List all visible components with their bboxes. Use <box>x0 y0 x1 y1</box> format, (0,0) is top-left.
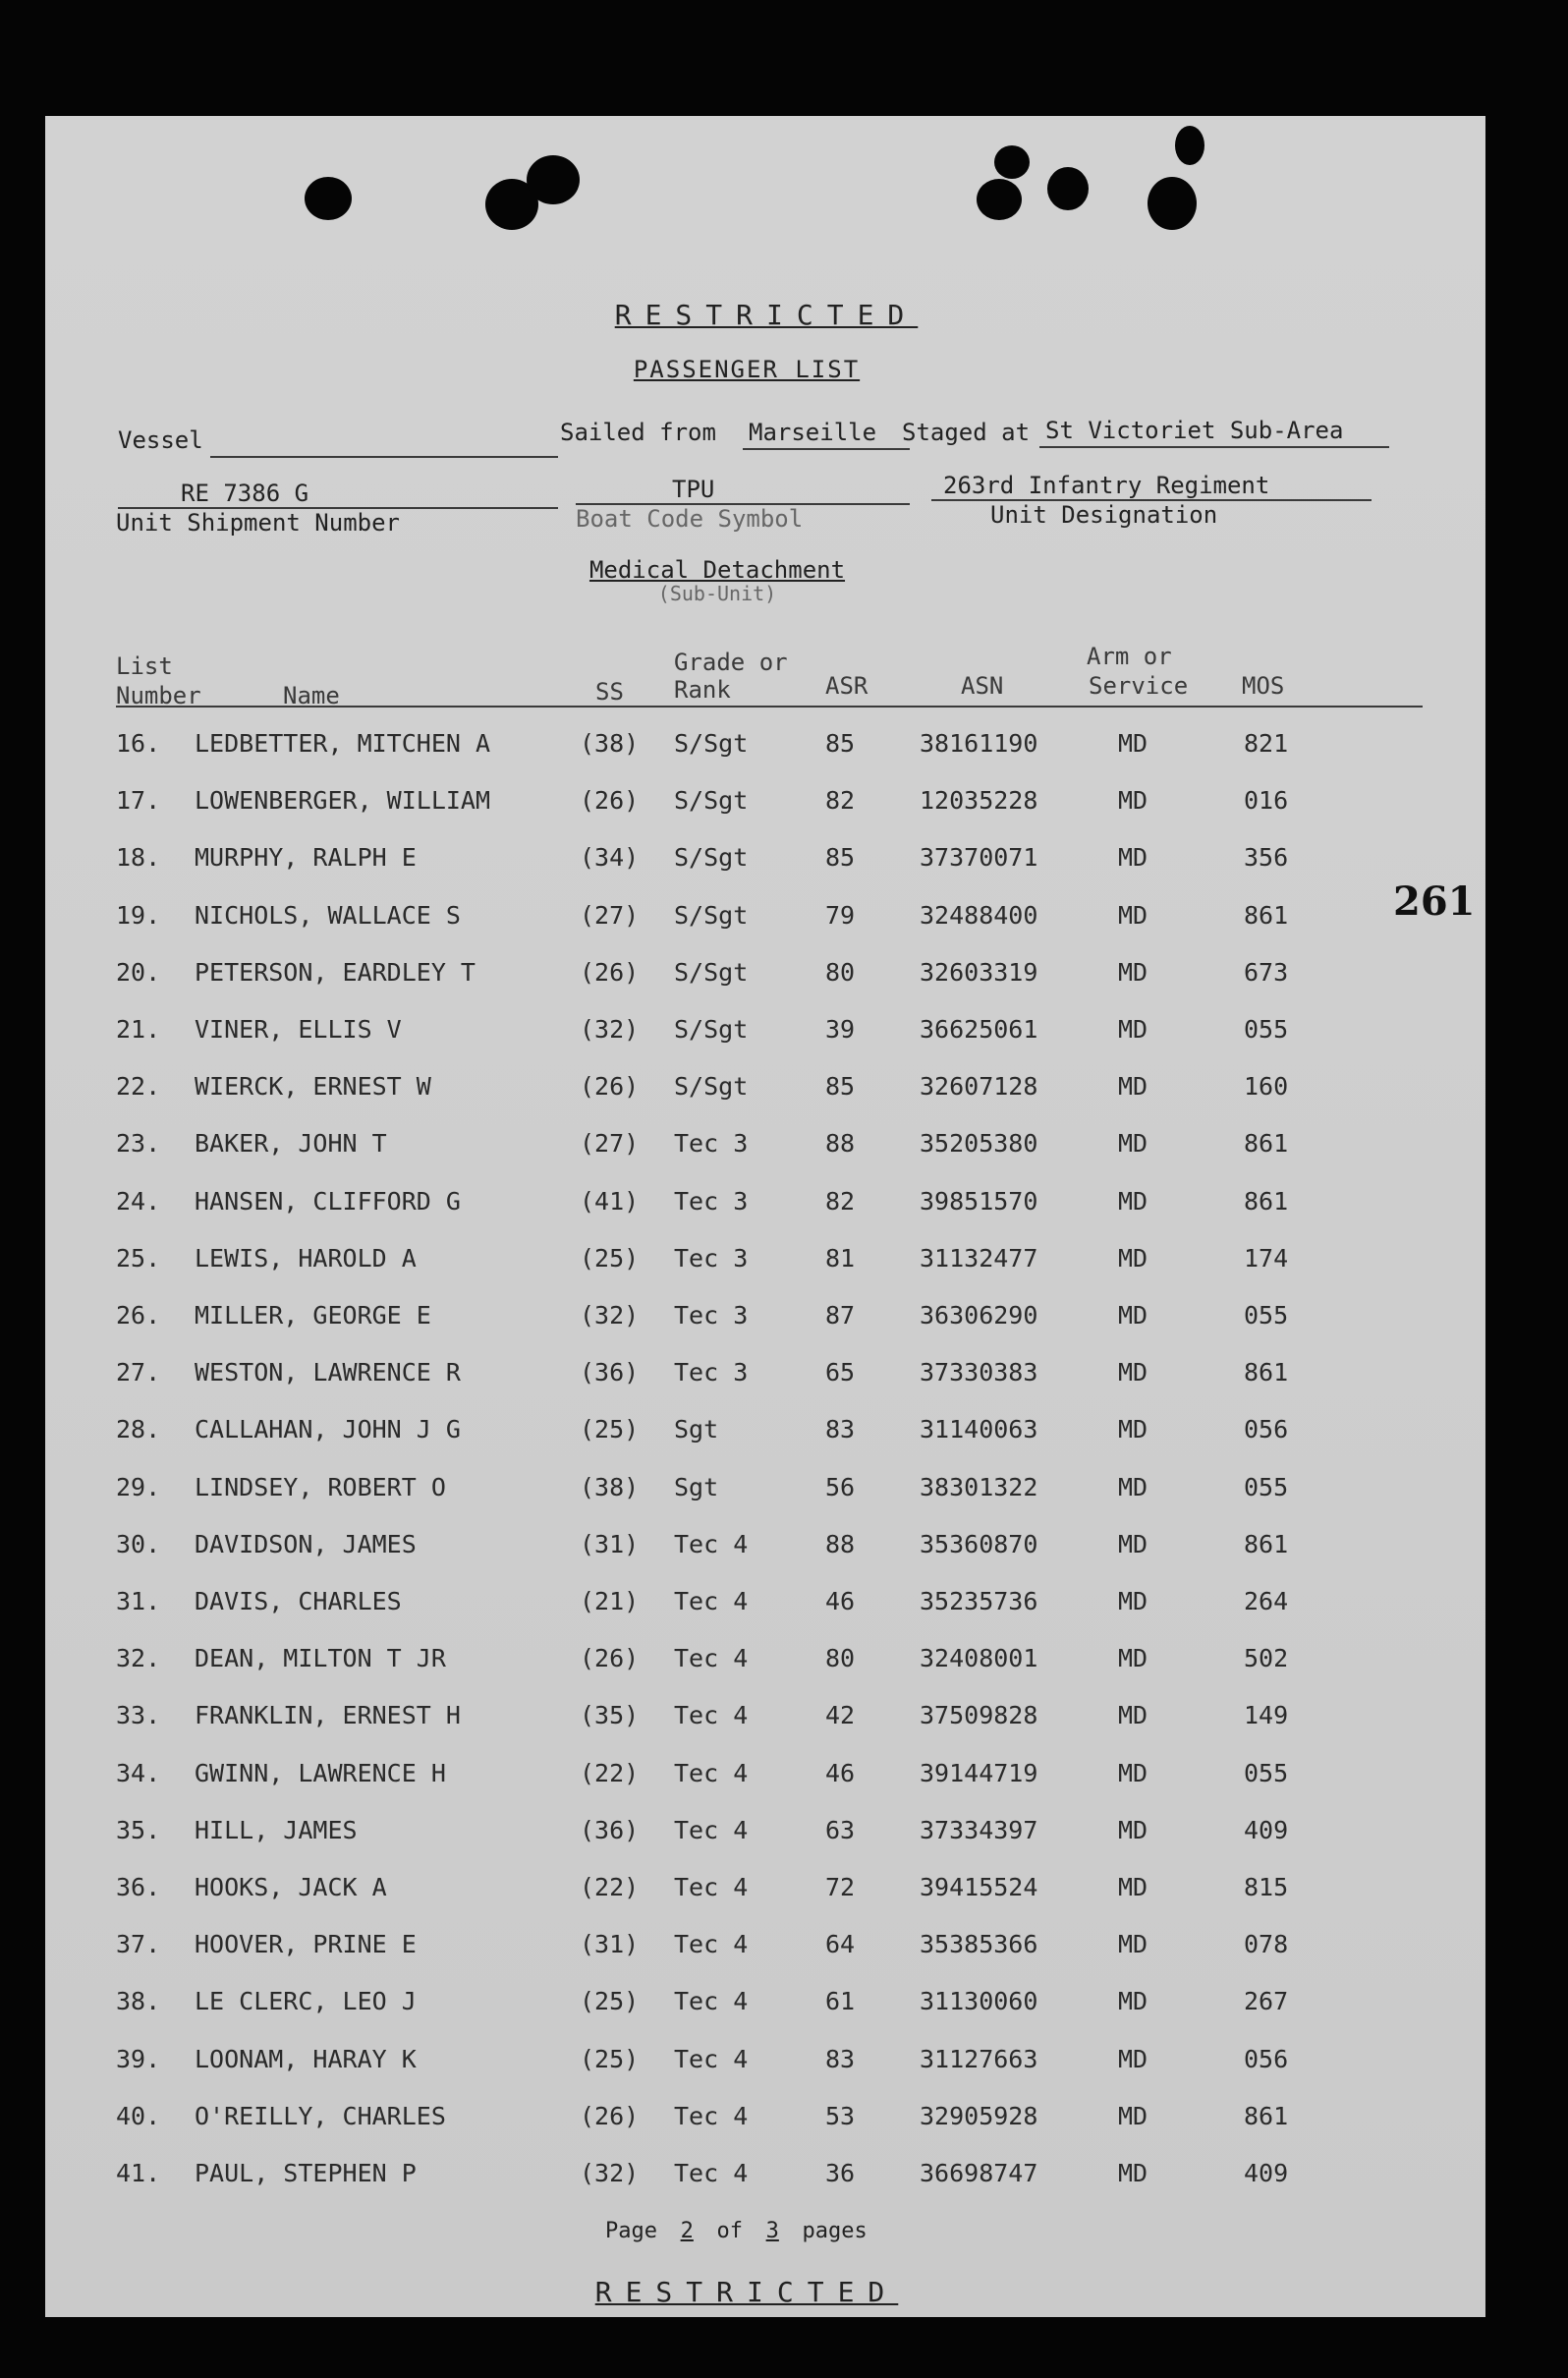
cell-mos: 861 <box>1244 2101 1289 2130</box>
header-list-number-1: List <box>116 652 173 680</box>
cell-num: 27. <box>116 1358 161 1387</box>
table-row <box>45 958 1485 1013</box>
cell-asr: 81 <box>825 1243 856 1273</box>
margin-page-number: 261 <box>1393 878 1476 925</box>
header-name: Name <box>283 682 340 709</box>
cell-grade: Tec 3 <box>674 1301 749 1330</box>
cell-name: LOWENBERGER, WILLIAM <box>195 786 491 816</box>
cell-name: BAKER, JOHN T <box>195 1129 387 1159</box>
unit-shipment-number: RE 7386 G <box>181 480 309 507</box>
cell-asr: 83 <box>825 2044 856 2073</box>
cell-asr: 83 <box>825 1415 856 1444</box>
cell-mos: 055 <box>1244 1472 1289 1501</box>
cell-grade: S/Sgt <box>674 843 749 873</box>
cell-num: 32. <box>116 1644 161 1673</box>
cell-asr: 53 <box>825 2101 856 2130</box>
cell-mos: 055 <box>1244 1758 1289 1787</box>
cell-arm: MD <box>1118 2159 1148 2187</box>
table-row <box>45 1987 1485 2042</box>
cell-arm: MD <box>1118 1987 1148 2016</box>
page-indicator <box>605 2219 868 2243</box>
of-label: of <box>716 2219 743 2243</box>
cell-name: PAUL, STEPHEN P <box>195 2159 417 2187</box>
cell-arm: MD <box>1118 843 1148 873</box>
cell-ss: (27) <box>580 900 640 930</box>
cell-asn: 36625061 <box>920 1015 1038 1044</box>
cell-name: VINER, ELLIS V <box>195 1015 402 1044</box>
cell-num: 35. <box>116 1815 161 1844</box>
cell-grade: S/Sgt <box>674 1072 749 1102</box>
cell-asn: 37370071 <box>920 843 1038 873</box>
table-row <box>45 1415 1485 1470</box>
cell-num: 22. <box>116 1072 161 1102</box>
cell-ss: (25) <box>580 1987 640 2016</box>
cell-asr: 85 <box>825 1072 856 1102</box>
cell-asr: 72 <box>825 1873 856 1901</box>
cell-asr: 88 <box>825 1129 856 1159</box>
cell-name: MURPHY, RALPH E <box>195 843 417 873</box>
punch-hole <box>1148 177 1197 230</box>
cell-asr: 82 <box>825 1186 856 1216</box>
punch-hole <box>1047 167 1089 210</box>
cell-ss: (35) <box>580 1701 640 1730</box>
cell-grade: Tec 4 <box>674 1873 749 1901</box>
cell-ss: (36) <box>580 1815 640 1844</box>
cell-asn: 35360870 <box>920 1529 1038 1558</box>
cell-asn: 38301322 <box>920 1472 1038 1501</box>
table-row <box>45 1015 1485 1070</box>
cell-num: 21. <box>116 1015 161 1044</box>
cell-asr: 46 <box>825 1587 856 1615</box>
cell-name: HILL, JAMES <box>195 1815 358 1844</box>
cell-num: 41. <box>116 2159 161 2187</box>
cell-arm: MD <box>1118 2044 1148 2073</box>
cell-num: 31. <box>116 1587 161 1615</box>
cell-num: 29. <box>116 1472 161 1501</box>
cell-mos: 861 <box>1244 1186 1289 1216</box>
cell-name: GWINN, LAWRENCE H <box>195 1758 446 1787</box>
cell-ss: (22) <box>580 1758 640 1787</box>
cell-ss: (32) <box>580 1015 640 1044</box>
cell-grade: Tec 4 <box>674 2101 749 2130</box>
cell-name: CALLAHAN, JOHN J G <box>195 1415 461 1444</box>
cell-ss: (21) <box>580 1587 640 1615</box>
cell-num: 19. <box>116 900 161 930</box>
document-title: PASSENGER LIST <box>633 356 861 383</box>
unit-designation: 263rd Infantry Regiment <box>943 472 1270 499</box>
cell-mos: 174 <box>1244 1243 1289 1273</box>
cell-asn: 31127663 <box>920 2044 1038 2073</box>
cell-asn: 38161190 <box>920 729 1038 758</box>
cell-ss: (25) <box>580 1415 640 1444</box>
cell-asn: 31132477 <box>920 1243 1038 1273</box>
cell-asn: 35205380 <box>920 1129 1038 1159</box>
table-row <box>45 901 1485 956</box>
cell-asr: 65 <box>825 1358 856 1387</box>
header-mos: MOS <box>1242 672 1285 700</box>
detachment-sub: (Sub-Unit) <box>657 582 777 605</box>
cell-name: WESTON, LAWRENCE R <box>195 1358 461 1387</box>
cell-asn: 39144719 <box>920 1758 1038 1787</box>
cell-grade: Tec 4 <box>674 2159 749 2187</box>
cell-arm: MD <box>1118 957 1148 987</box>
header-grade-2: Rank <box>674 676 731 704</box>
table-row <box>45 2102 1485 2157</box>
cell-ss: (32) <box>580 2159 640 2187</box>
staged-at-value: St Victoriet Sub-Area <box>1045 417 1344 444</box>
cell-mos: 409 <box>1244 1815 1289 1844</box>
cell-mos: 861 <box>1244 1129 1289 1159</box>
cell-name: O'REILLY, CHARLES <box>195 2101 446 2130</box>
restricted-bottom: RESTRICTED <box>594 2276 899 2308</box>
cell-asn: 37330383 <box>920 1358 1038 1387</box>
code-symbol-label: Boat Code Symbol <box>576 505 804 533</box>
cell-num: 24. <box>116 1186 161 1216</box>
cell-asr: 80 <box>825 957 856 987</box>
table-row <box>45 1244 1485 1299</box>
cell-mos: 502 <box>1244 1644 1289 1673</box>
unit-shipment-label: Unit Shipment Number <box>116 509 400 537</box>
header-asn: ASN <box>961 672 1004 700</box>
cell-grade: S/Sgt <box>674 957 749 987</box>
header-asr: ASR <box>825 672 868 700</box>
cell-arm: MD <box>1118 900 1148 930</box>
cell-asr: 87 <box>825 1301 856 1330</box>
cell-arm: MD <box>1118 729 1148 758</box>
cell-asr: 56 <box>825 1472 856 1501</box>
table-row <box>45 1301 1485 1356</box>
page-label: Page <box>605 2219 657 2243</box>
cell-grade: Tec 3 <box>674 1358 749 1387</box>
table-row <box>45 1530 1485 1585</box>
punch-hole <box>305 177 352 220</box>
cell-name: HOOKS, JACK A <box>195 1873 387 1901</box>
cell-num: 39. <box>116 2044 161 2073</box>
cell-mos: 078 <box>1244 1930 1289 1959</box>
cell-asn: 31140063 <box>920 1415 1038 1444</box>
cell-arm: MD <box>1118 1015 1148 1044</box>
cell-arm: MD <box>1118 1873 1148 1901</box>
punch-hole <box>1175 126 1204 165</box>
cell-num: 28. <box>116 1415 161 1444</box>
cell-mos: 055 <box>1244 1015 1289 1044</box>
cell-mos: 815 <box>1244 1873 1289 1901</box>
cell-num: 18. <box>116 843 161 873</box>
cell-arm: MD <box>1118 1301 1148 1330</box>
table-row <box>45 1644 1485 1699</box>
cell-arm: MD <box>1118 1587 1148 1615</box>
cell-mos: 861 <box>1244 1529 1289 1558</box>
cell-num: 37. <box>116 1930 161 1959</box>
cell-asr: 42 <box>825 1701 856 1730</box>
cell-asn: 32408001 <box>920 1644 1038 1673</box>
cell-asr: 64 <box>825 1930 856 1959</box>
cell-name: DEAN, MILTON T JR <box>195 1644 446 1673</box>
cell-grade: Sgt <box>674 1415 719 1444</box>
cell-asn: 32603319 <box>920 957 1038 987</box>
cell-asr: 85 <box>825 843 856 873</box>
table-row <box>45 1816 1485 1871</box>
cell-name: MILLER, GEORGE E <box>195 1301 431 1330</box>
table-row <box>45 1187 1485 1242</box>
cell-mos: 821 <box>1244 729 1289 758</box>
cell-arm: MD <box>1118 1930 1148 1959</box>
cell-num: 36. <box>116 1873 161 1901</box>
cell-mos: 056 <box>1244 1415 1289 1444</box>
table-row <box>45 1873 1485 1928</box>
cell-name: HOOVER, PRINE E <box>195 1930 417 1959</box>
cell-mos: 056 <box>1244 2044 1289 2073</box>
cell-arm: MD <box>1118 1529 1148 1558</box>
header-arm-1: Arm or <box>1087 643 1172 670</box>
cell-arm: MD <box>1118 1415 1148 1444</box>
cell-grade: Tec 4 <box>674 1758 749 1787</box>
cell-asn: 39415524 <box>920 1873 1038 1901</box>
document-page <box>45 116 1485 2317</box>
cell-asn: 31130060 <box>920 1987 1038 2016</box>
header-list-number-2: Number <box>116 682 201 709</box>
restricted-top: RESTRICTED <box>614 299 919 331</box>
table-row <box>45 786 1485 841</box>
table-row <box>45 2045 1485 2100</box>
sailed-from-label: Sailed from <box>560 419 716 446</box>
table-row <box>45 1072 1485 1127</box>
cell-mos: 160 <box>1244 1072 1289 1102</box>
cell-arm: MD <box>1118 1758 1148 1787</box>
cell-grade: Sgt <box>674 1472 719 1501</box>
cell-asn: 12035228 <box>920 786 1038 816</box>
cell-num: 17. <box>116 786 161 816</box>
cell-arm: MD <box>1118 1644 1148 1673</box>
cell-asn: 37509828 <box>920 1701 1038 1730</box>
cell-name: HANSEN, CLIFFORD G <box>195 1186 461 1216</box>
vessel-underline <box>210 456 558 458</box>
cell-mos: 861 <box>1244 1358 1289 1387</box>
cell-ss: (25) <box>580 2044 640 2073</box>
table-row <box>45 1930 1485 1985</box>
cell-name: NICHOLS, WALLACE S <box>195 900 461 930</box>
cell-name: WIERCK, ERNEST W <box>195 1072 431 1102</box>
cell-num: 33. <box>116 1701 161 1730</box>
unit-designation-label: Unit Designation <box>990 501 1218 529</box>
cell-grade: Tec 3 <box>674 1186 749 1216</box>
cell-asn: 32607128 <box>920 1072 1038 1102</box>
cell-name: LEDBETTER, MITCHEN A <box>195 729 491 758</box>
total-pages: 3 <box>765 2219 779 2243</box>
cell-arm: MD <box>1118 1129 1148 1159</box>
cell-num: 30. <box>116 1529 161 1558</box>
cell-grade: Tec 4 <box>674 1587 749 1615</box>
cell-asn: 35235736 <box>920 1587 1038 1615</box>
cell-num: 26. <box>116 1301 161 1330</box>
table-row <box>45 1129 1485 1184</box>
cell-mos: 149 <box>1244 1701 1289 1730</box>
cell-name: LOONAM, HARAY K <box>195 2044 417 2073</box>
cell-mos: 861 <box>1244 900 1289 930</box>
cell-arm: MD <box>1118 1072 1148 1102</box>
cell-num: 25. <box>116 1243 161 1273</box>
table-row <box>45 1759 1485 1814</box>
cell-ss: (27) <box>580 1129 640 1159</box>
sailed-from-underline <box>743 448 910 450</box>
cell-asr: 80 <box>825 1644 856 1673</box>
cell-asr: 88 <box>825 1529 856 1558</box>
table-row <box>45 1358 1485 1413</box>
cell-mos: 016 <box>1244 786 1289 816</box>
cell-asr: 79 <box>825 900 856 930</box>
cell-grade: Tec 4 <box>674 1987 749 2016</box>
cell-grade: Tec 3 <box>674 1243 749 1273</box>
cell-name: LINDSEY, ROBERT O <box>195 1472 446 1501</box>
table-row <box>45 1701 1485 1756</box>
cell-name: DAVIDSON, JAMES <box>195 1529 417 1558</box>
cell-ss: (34) <box>580 843 640 873</box>
staged-at-underline <box>1039 446 1389 448</box>
header-ss: SS <box>595 678 624 706</box>
cell-asn: 32905928 <box>920 2101 1038 2130</box>
cell-asn: 32488400 <box>920 900 1038 930</box>
cell-asr: 63 <box>825 1815 856 1844</box>
cell-ss: (31) <box>580 1930 640 1959</box>
cell-ss: (26) <box>580 957 640 987</box>
cell-name: DAVIS, CHARLES <box>195 1587 402 1615</box>
cell-grade: S/Sgt <box>674 900 749 930</box>
cell-grade: Tec 4 <box>674 1930 749 1959</box>
cell-asr: 39 <box>825 1015 856 1044</box>
cell-asn: 36698747 <box>920 2159 1038 2187</box>
cell-ss: (31) <box>580 1529 640 1558</box>
cell-name: LE CLERC, LEO J <box>195 1987 417 2016</box>
cell-ss: (26) <box>580 786 640 816</box>
cell-asr: 61 <box>825 1987 856 2016</box>
cell-grade: S/Sgt <box>674 1015 749 1044</box>
cell-arm: MD <box>1118 2101 1148 2130</box>
cell-grade: Tec 4 <box>674 1529 749 1558</box>
cell-arm: MD <box>1118 1243 1148 1273</box>
cell-ss: (32) <box>580 1301 640 1330</box>
cell-mos: 409 <box>1244 2159 1289 2187</box>
cell-asr: 85 <box>825 729 856 758</box>
punch-hole <box>527 155 580 204</box>
cell-arm: MD <box>1118 1815 1148 1844</box>
punch-hole <box>994 145 1030 179</box>
cell-name: PETERSON, EARDLEY T <box>195 957 476 987</box>
cell-num: 16. <box>116 729 161 758</box>
vessel-label: Vessel <box>118 426 203 454</box>
cell-grade: Tec 4 <box>674 1815 749 1844</box>
cell-asr: 46 <box>825 1758 856 1787</box>
cell-mos: 356 <box>1244 843 1289 873</box>
cell-ss: (26) <box>580 2101 640 2130</box>
cell-name: FRANKLIN, ERNEST H <box>195 1701 461 1730</box>
table-row <box>45 729 1485 784</box>
cell-ss: (22) <box>580 1873 640 1901</box>
cell-ss: (41) <box>580 1186 640 1216</box>
cell-arm: MD <box>1118 1186 1148 1216</box>
cell-ss: (26) <box>580 1644 640 1673</box>
cell-num: 40. <box>116 2101 161 2130</box>
pages-label: pages <box>802 2219 868 2243</box>
cell-grade: S/Sgt <box>674 786 749 816</box>
cell-num: 34. <box>116 1758 161 1787</box>
cell-ss: (25) <box>580 1243 640 1273</box>
cell-ss: (26) <box>580 1072 640 1102</box>
table-row <box>45 2159 1485 2214</box>
cell-grade: Tec 4 <box>674 1701 749 1730</box>
cell-grade: Tec 4 <box>674 2044 749 2073</box>
cell-arm: MD <box>1118 1472 1148 1501</box>
header-arm-2: Service <box>1089 672 1189 700</box>
cell-ss: (36) <box>580 1358 640 1387</box>
header-underline <box>116 706 1423 708</box>
cell-grade: Tec 3 <box>674 1129 749 1159</box>
cell-num: 20. <box>116 957 161 987</box>
cell-name: LEWIS, HAROLD A <box>195 1243 417 1273</box>
cell-ss: (38) <box>580 1472 640 1501</box>
cell-num: 23. <box>116 1129 161 1159</box>
cell-grade: Tec 4 <box>674 1644 749 1673</box>
cell-asn: 37334397 <box>920 1815 1038 1844</box>
cell-arm: MD <box>1118 1358 1148 1387</box>
cell-num: 38. <box>116 1987 161 2016</box>
cell-mos: 264 <box>1244 1587 1289 1615</box>
cell-arm: MD <box>1118 786 1148 816</box>
cell-mos: 267 <box>1244 1987 1289 2016</box>
cell-asn: 39851570 <box>920 1186 1038 1216</box>
cell-grade: S/Sgt <box>674 729 749 758</box>
cell-mos: 055 <box>1244 1301 1289 1330</box>
table-row <box>45 1473 1485 1528</box>
sailed-from-value: Marseille <box>749 419 877 446</box>
table-row <box>45 843 1485 898</box>
detachment-name: Medical Detachment <box>588 556 846 584</box>
cell-arm: MD <box>1118 1701 1148 1730</box>
punch-hole <box>977 179 1022 220</box>
table-row <box>45 1587 1485 1642</box>
page-number: 2 <box>680 2219 694 2243</box>
cell-asn: 36306290 <box>920 1301 1038 1330</box>
cell-asn: 35385366 <box>920 1930 1038 1959</box>
cell-ss: (38) <box>580 729 640 758</box>
cell-asr: 36 <box>825 2159 856 2187</box>
header-grade-1: Grade or <box>674 649 788 676</box>
staged-at-label: Staged at <box>902 419 1031 446</box>
code-symbol: TPU <box>672 476 715 503</box>
cell-asr: 82 <box>825 786 856 816</box>
cell-mos: 673 <box>1244 957 1289 987</box>
